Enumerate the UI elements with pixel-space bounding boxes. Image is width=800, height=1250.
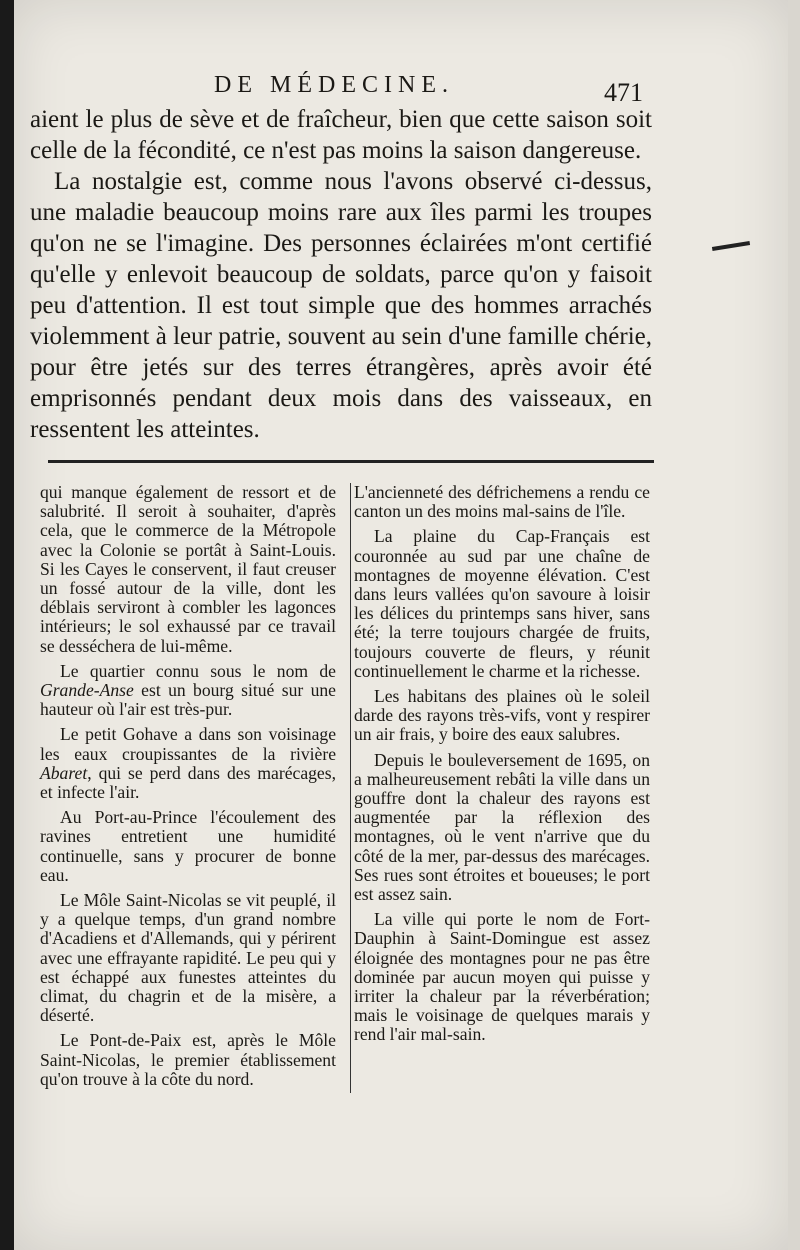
horizontal-rule (48, 460, 654, 463)
book-page (12, 0, 788, 1250)
left-p3-start: Le petit Gohave a dans son voisinage les eaux croupissantes de la rivière (40, 724, 336, 764)
left-paragraph-2 (40, 662, 336, 720)
left-p2-placename: Grande-Anse (40, 680, 134, 701)
left-paragraph-3 (40, 725, 336, 802)
right-paragraph-3: Les habitans des plaines où le soleil darde des rayons très-vifs, vont y respirer un air frais, y boire des eaux salubres. (354, 686, 650, 745)
page-number: 471 (604, 78, 643, 107)
left-binding-edge (0, 0, 14, 1250)
left-p2-start: Le quartier connu sous le nom de (60, 660, 336, 681)
right-paragraph-4: Depuis le bouleversement de 1695, on a malheureusement rebâti la ville dans un gouffre dont la chaleur des rayons est augmentée par la réflexion des montagnes, où le vent n'arrive que du côté de la mer, par-dessus des marécages. Ses rues sont étroites et boueuses; le port est assez sain. (354, 749, 650, 905)
running-title: DE MÉDECINE. (214, 72, 454, 98)
intro-paragraph-1: aient le plus de sève et de fraîcheur, bien que cette saison soit celle de la fécondité, ce n'est pas moins la saison dangereuse. (30, 106, 652, 164)
left-column (40, 483, 336, 1095)
column-divider (350, 483, 351, 1093)
left-p3-end: , qui se perd dans des marécages, et infecte l'air. (40, 762, 336, 803)
intro-paragraph-2: La nostalgie est, comme nous l'avons observé ci-dessus, une maladie beaucoup moins rare aux îles parmi les troupes qu'on ne se l'imagine. Des personnes éclairées m'ont certifié qu'elle y enlevoit beaucoup de soldats, parce qu'on y faisoit peu d'attention. Il est tout simple que des hommes arrachés violemment à leur patrie, souvent au sein d'une famille chérie, pour être jetés sur des terres étrangères, après avoir été emprisonnés pendant deux mois dans des vaisseaux, en ressentent les atteintes. (30, 168, 652, 443)
right-paragraph-2: La plaine du Cap-Français est couronnée au sud par une chaîne de montagnes de moyenne élévation. C'est dans leurs vallées qu'on savoure à loisir les délices du printemps sans hiver, sans été; la terre toujours chargée de fruits, toujours couverte de fleurs, y réunit continuellement le charme et la richesse. (354, 526, 650, 681)
left-paragraph-6: Le Pont-de-Paix est, après le Môle Saint-Nicolas, le premier établissement qu'on trouve à la côte du nord. (40, 1030, 336, 1089)
right-column (354, 483, 650, 1051)
two-column-text (32, 483, 654, 1103)
left-p2-end: est un bourg situé sur une hauteur où l'air est très-pur. (40, 680, 336, 720)
left-paragraph-4: Au Port-au-Prince l'écoulement des ravines entretient une humidité continuelle, sans y procurer de bonne eau. (40, 807, 336, 885)
margin-mark (712, 241, 750, 251)
right-paragraph-5: La ville qui porte le nom de Fort-Dauphin à Saint-Domingue est assez éloignée des montagnes pour ne pas être dominée par aucun moyen qui puisse y irriter la chaleur par la réverbération; mais le voisinage de quelques marais y rend l'air mal-sain. (354, 909, 650, 1045)
intro-text (30, 104, 652, 445)
left-paragraph-5: Le Môle Saint-Nicolas se vit peuplé, il y a quelque temps, d'un grand nombre d'Acadiens et d'Allemands, qui y périrent avec une effrayante rapidité. Le peu qui y est échappé aux funestes atteintes du climat, du chagrin et de la misère, a déserté. (40, 890, 336, 1026)
left-paragraph-1: qui manque également de ressort et de salubrité. Il seroit à souhaiter, d'après cela, que le commerce de la Métropole avec la Colonie se portât à Saint-Louis. Si les Cayes le conservent, il faut creuser un fossé autour de la ville, dont les déblais serviront à combler les lagonces intérieurs; le sol exhaussé par ce travail se desséchera de lui-même. (40, 482, 336, 656)
right-paragraph-1: L'ancienneté des défrichemens a rendu ce canton un des moins mal-sains de l'île. (354, 482, 650, 522)
left-p3-rivername: Abaret (40, 762, 88, 783)
